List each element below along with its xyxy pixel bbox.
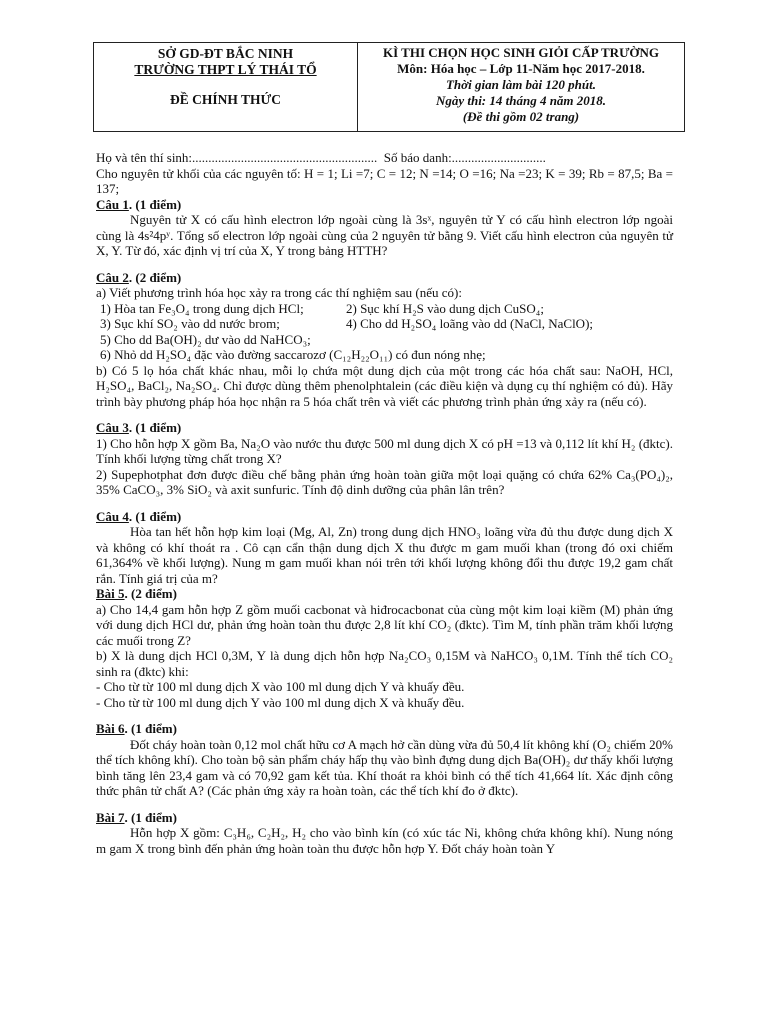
exam-header [93, 42, 685, 132]
reaction-row-1 [96, 301, 673, 317]
question-2-heading [96, 270, 673, 286]
exam-page-count: (Đề thi gồm 02 trang) [462, 109, 580, 124]
reaction-row-2 [96, 316, 673, 332]
question-1-text: Nguyên tử X có cấu hình electron lớp ngoài cùng là 3sˣ, nguyên tử Y có cấu hình electron lớp ngoài cùng là 4s²4pʸ. Tổng số electron lớp ngoài cùng của 2 nguyên tử bằng 9. Viết cấu hình electron của nguyên tử X, Y. Từ đó, xác định vị trí của X, Y trong bảng HTTH? [96, 212, 677, 258]
question-2-label: Câu 2 [96, 269, 129, 285]
exam-info [358, 43, 684, 131]
question-3-heading [96, 420, 673, 436]
reaction-1: 1) Hòa tan Fe₃O₄ trong dung dịch HCl; [100, 300, 304, 316]
question-2-points: . (2 điểm) [128, 269, 182, 285]
question-5b-text: b) X là dung dịch HCl 0,3M, Y là dung dịch hỗn hợp Na₂CO₃ 0,15M và NaHCO₃ 0,1M. Tính thể tích CO₂ sinh ra (đktc) khi: [96, 648, 677, 679]
question-5-heading [96, 586, 673, 602]
question-1-heading [96, 197, 673, 213]
exam-subject: Môn: Hóa học – Lớp 11-Năm học 2017-2018. [397, 61, 645, 76]
candidate-name-line: Họ và tên thí sinh:......................................................... Số báo danh:............................. [96, 150, 546, 165]
question-7-heading [96, 810, 673, 826]
school-info [94, 43, 358, 131]
question-3-label: Câu 3 [96, 420, 129, 435]
reaction-4: 4) Cho dd H₂SO₄ loãng vào dd (NaCl, NaClO); [346, 316, 594, 331]
question-4-text: Hòa tan hết hỗn hợp kim loại (Mg, Al, Zn) trong dung dịch HNO₃ loãng vừa đủ thu được dung dịch X và không có khí thoát ra . Cô cạn cẩn thận dung dịch X thu được m gam muối khan (trong đó oxi chiếm 61,364% về khối lượng). Nung m gam muối khan nói trên tới khối lượng không đổi thu được 19,2 gam chất rắn. Tính giá trị của m? [96, 524, 677, 586]
question-7-text: Hỗn hợp X gồm: C₃H₆, C₂H₂, H₂ cho vào bình kín (có xúc tác Ni, không chứa không khí). Nung nóng m gam X trong bình đến phản ứng hoàn toàn thu được hỗn hợp Y. Đốt cháy hoàn toàn Y [96, 825, 677, 856]
exam-duration: Thời gian làm bài 120 phút. [445, 77, 596, 92]
question-6-points: . (1 điểm) [124, 721, 177, 736]
question-5-points: . (2 điểm) [124, 586, 177, 601]
atomic-masses: Cho nguyên tử khối của các nguyên tố: H = 1; Li =7; C = 12; N =14; O =16; Na =23; K = 39; Rb = 87,5; Ba = 137; [96, 165, 677, 196]
question-3-part-1: 1) Cho hỗn hợp X gồm Ba, Na₂O vào nước thu được 500 ml dung dịch X có pH =13 và 0,112 lít khí H₂ (đktc). Tính khối lượng từng chất trong X? [96, 435, 677, 466]
reaction-3: 3) Sục khí SO₂ vào dd nước brom; [100, 316, 280, 331]
question-3-part-2: 2) Supephotphat đơn được điều chế bằng phản ứng hoàn toàn giữa một loại quặng có chứa 62% Ca₃(PO₄)₂, 35% CaCO₃, 3% SiO₂ và axit sunfuric. Tính độ dinh dưỡng của phân lân trên? [96, 466, 677, 497]
question-5b-case-1: - Cho từ từ 100 ml dung dịch X vào 100 ml dung dịch Y và khuấy đều. [96, 679, 465, 694]
reaction-5: 5) Cho dd Ba(OH)₂ dư vào dd NaHCO₃; [100, 331, 311, 347]
question-4-heading [96, 509, 673, 525]
question-1-points: . (1 điểm) [128, 196, 182, 212]
question-6-label: Bài 6 [96, 721, 125, 736]
exam-title: KÌ THI CHỌN HỌC SINH GIỎI CẤP TRƯỜNG [382, 45, 660, 60]
official-exam-label: ĐỀ CHÍNH THỨC [169, 92, 281, 107]
exam-date: Ngày thi: 14 tháng 4 năm 2018. [435, 93, 607, 108]
question-6-heading [96, 721, 673, 737]
question-5a-text: a) Cho 14,4 gam hỗn hợp Z gồm muối cacbonat và hiđrocacbonat của cùng một kim loại kiềm (M) phản ứng với dung dịch HCl dư, phản ứng hoàn toàn thu được 2,8 lít khí CO₂ (đktc). Tìm M, tính phần trăm khối lượng các muối trong Z? [96, 601, 677, 648]
question-5b-case-2: - Cho từ từ 100 ml dung dịch Y vào 100 ml dung dịch X và khuấy đều. [96, 694, 465, 710]
question-6-text: Đốt cháy hoàn toàn 0,12 mol chất hữu cơ A mạch hở cần dùng vừa đủ 50,4 lít không khí (O₂ chiếm 20% thể tích không khí). Cho toàn bộ sản phẩm cháy hấp thụ vào bình đựng dung dịch Ba(OH)₂ dư thấy khối lượng bình tăng lên 23,4 gam và có 70,92 gam kết tủa. Khí thoát ra khỏi bình có thể tích 41,664 lít. Xác định công thức phân tử chất A? (Các phản ứng xảy ra hoàn toàn, các thể tích khí đo ở đktc). [96, 736, 677, 798]
reaction-6: 6) Nhỏ dd H₂SO₄ đặc vào đường saccarozơ (C₁₂H₂₂O₁₁) có đun nóng nhẹ; [100, 347, 486, 362]
department-name: SỞ GD-ĐT BẮC NINH [157, 46, 294, 61]
question-2b-text: b) Có 5 lọ hóa chất khác nhau, mỗi lọ chứa một dung dịch của một trong các hóa chất sau: NaOH, HCl, H₂SO₄, BaCl₂, Na₂SO₄. Chỉ được dùng thêm phenolphtalein (các điều kiện và dụng cụ thí nghiệm có đủ). Hãy trình bày phương pháp hóa học nhận ra 5 hóa chất trên và viết các phương trình phản ứng xảy ra (nếu có). [96, 362, 677, 409]
question-1-label: Câu 1 [96, 196, 129, 212]
exam-content [96, 150, 677, 856]
question-5-label: Bài 5 [96, 586, 125, 601]
question-7-points: . (1 điểm) [124, 809, 177, 825]
question-2a-intro: a) Viết phương trình hóa học xảy ra trong các thí nghiệm sau (nếu có): [96, 285, 462, 300]
question-4-points: . (1 điểm) [128, 508, 182, 524]
question-7-label: Bài 7 [96, 809, 125, 825]
school-name: TRƯỜNG THPT LÝ THÁI TỔ [134, 62, 317, 77]
question-3-points: . (1 điểm) [128, 420, 182, 435]
reaction-2: 2) Sục khí H₂S vào dung dịch CuSO₄; [346, 300, 544, 316]
question-4-label: Câu 4 [96, 508, 129, 524]
